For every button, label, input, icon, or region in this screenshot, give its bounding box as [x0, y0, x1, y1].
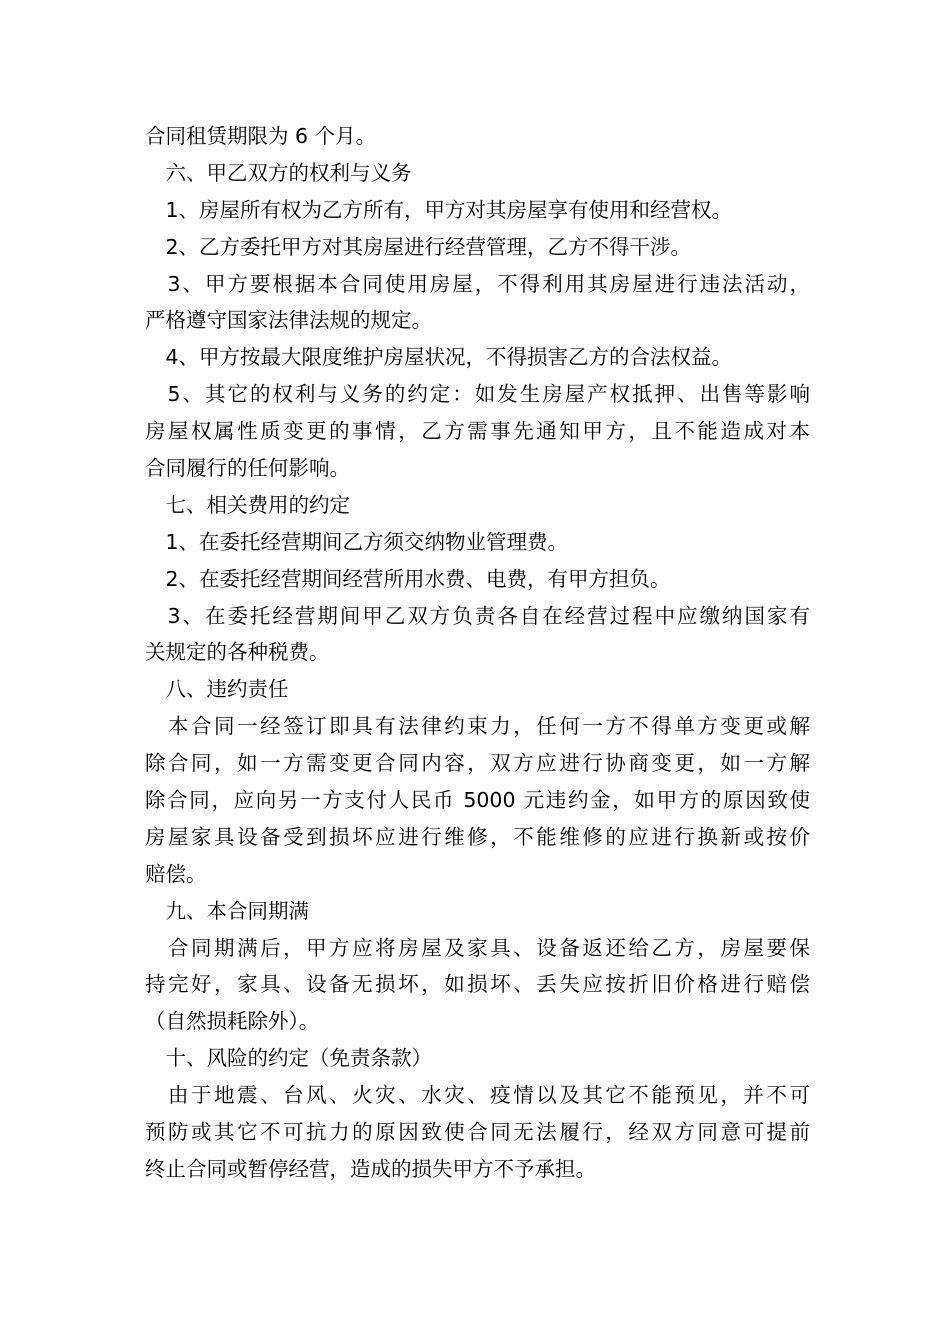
section-heading-nine: 九、本合同期满	[145, 898, 309, 923]
body-line: 3、甲方要根据本合同使用房屋，不得利用其房屋进行违法活动，	[145, 271, 810, 296]
body-line: 关规定的各种税费。	[145, 640, 330, 665]
body-line: 除合同，应向另一方支付人民币 5000 元违约金，如甲方的原因致使	[145, 788, 810, 813]
document-body	[145, 118, 810, 1188]
body-line: 5、其它的权利与义务的约定：如发生房屋产权抵押、出售等影响	[145, 382, 810, 407]
body-line: 持完好，家具、设备无损坏，如损坏、丢失应按折旧价格进行赔偿	[145, 972, 810, 997]
section-heading-eight: 八、违约责任	[145, 677, 289, 702]
body-line: 房屋家具设备受到损坏应进行维修，不能维修的应进行换新或按价	[145, 824, 810, 849]
body-line: 赔偿。	[145, 861, 207, 886]
body-line: 2、乙方委托甲方对其房屋进行经营管理，乙方不得干涉。	[145, 234, 692, 259]
body-line: 2、在委托经营期间经营所用水费、电费，有甲方担负。	[145, 566, 671, 591]
body-line: 4、甲方按最大限度维护房屋状况，不得损害乙方的合法权益。	[145, 345, 733, 370]
body-line: 1、在委托经营期间乙方须交纳物业管理费。	[145, 529, 569, 554]
body-line: 1、房屋所有权为乙方所有，甲方对其房屋享有使用和经营权。	[145, 197, 733, 222]
body-line: 除合同，如一方需变更合同内容，双方应进行协商变更，如一方解	[145, 751, 810, 776]
body-line: 3、在委托经营期间甲乙双方负责各自在经营过程中应缴纳国家有	[145, 603, 810, 628]
body-line: 合同租赁期限为 6 个月。	[145, 124, 377, 148]
section-heading-seven: 七、相关费用的约定	[145, 492, 350, 517]
section-heading-six: 六、甲乙双方的权利与义务	[145, 160, 412, 185]
body-line: 房屋权属性质变更的事情，乙方需事先通知甲方，且不能造成对本	[145, 419, 810, 444]
body-line: 预防或其它不可抗力的原因致使合同无法履行，经双方同意可提前	[145, 1120, 810, 1145]
section-heading-ten: 十、风险的约定（免责条款）	[145, 1046, 432, 1071]
body-line: （自然损耗除外）。	[145, 1009, 320, 1034]
body-line: 合同期满后，甲方应将房屋及家具、设备返还给乙方，房屋要保	[145, 935, 810, 960]
body-line: 终止合同或暂停经营，造成的损失甲方不予承担。	[145, 1156, 596, 1181]
body-line: 严格遵守国家法律法规的规定。	[145, 308, 432, 333]
body-line: 由于地震、台风、火灾、水灾、疫情以及其它不能预见，并不可	[145, 1083, 810, 1108]
body-line: 本合同一经签订即具有法律约束力，任何一方不得单方变更或解	[145, 714, 810, 739]
body-line: 合同履行的任何影响。	[145, 456, 350, 481]
